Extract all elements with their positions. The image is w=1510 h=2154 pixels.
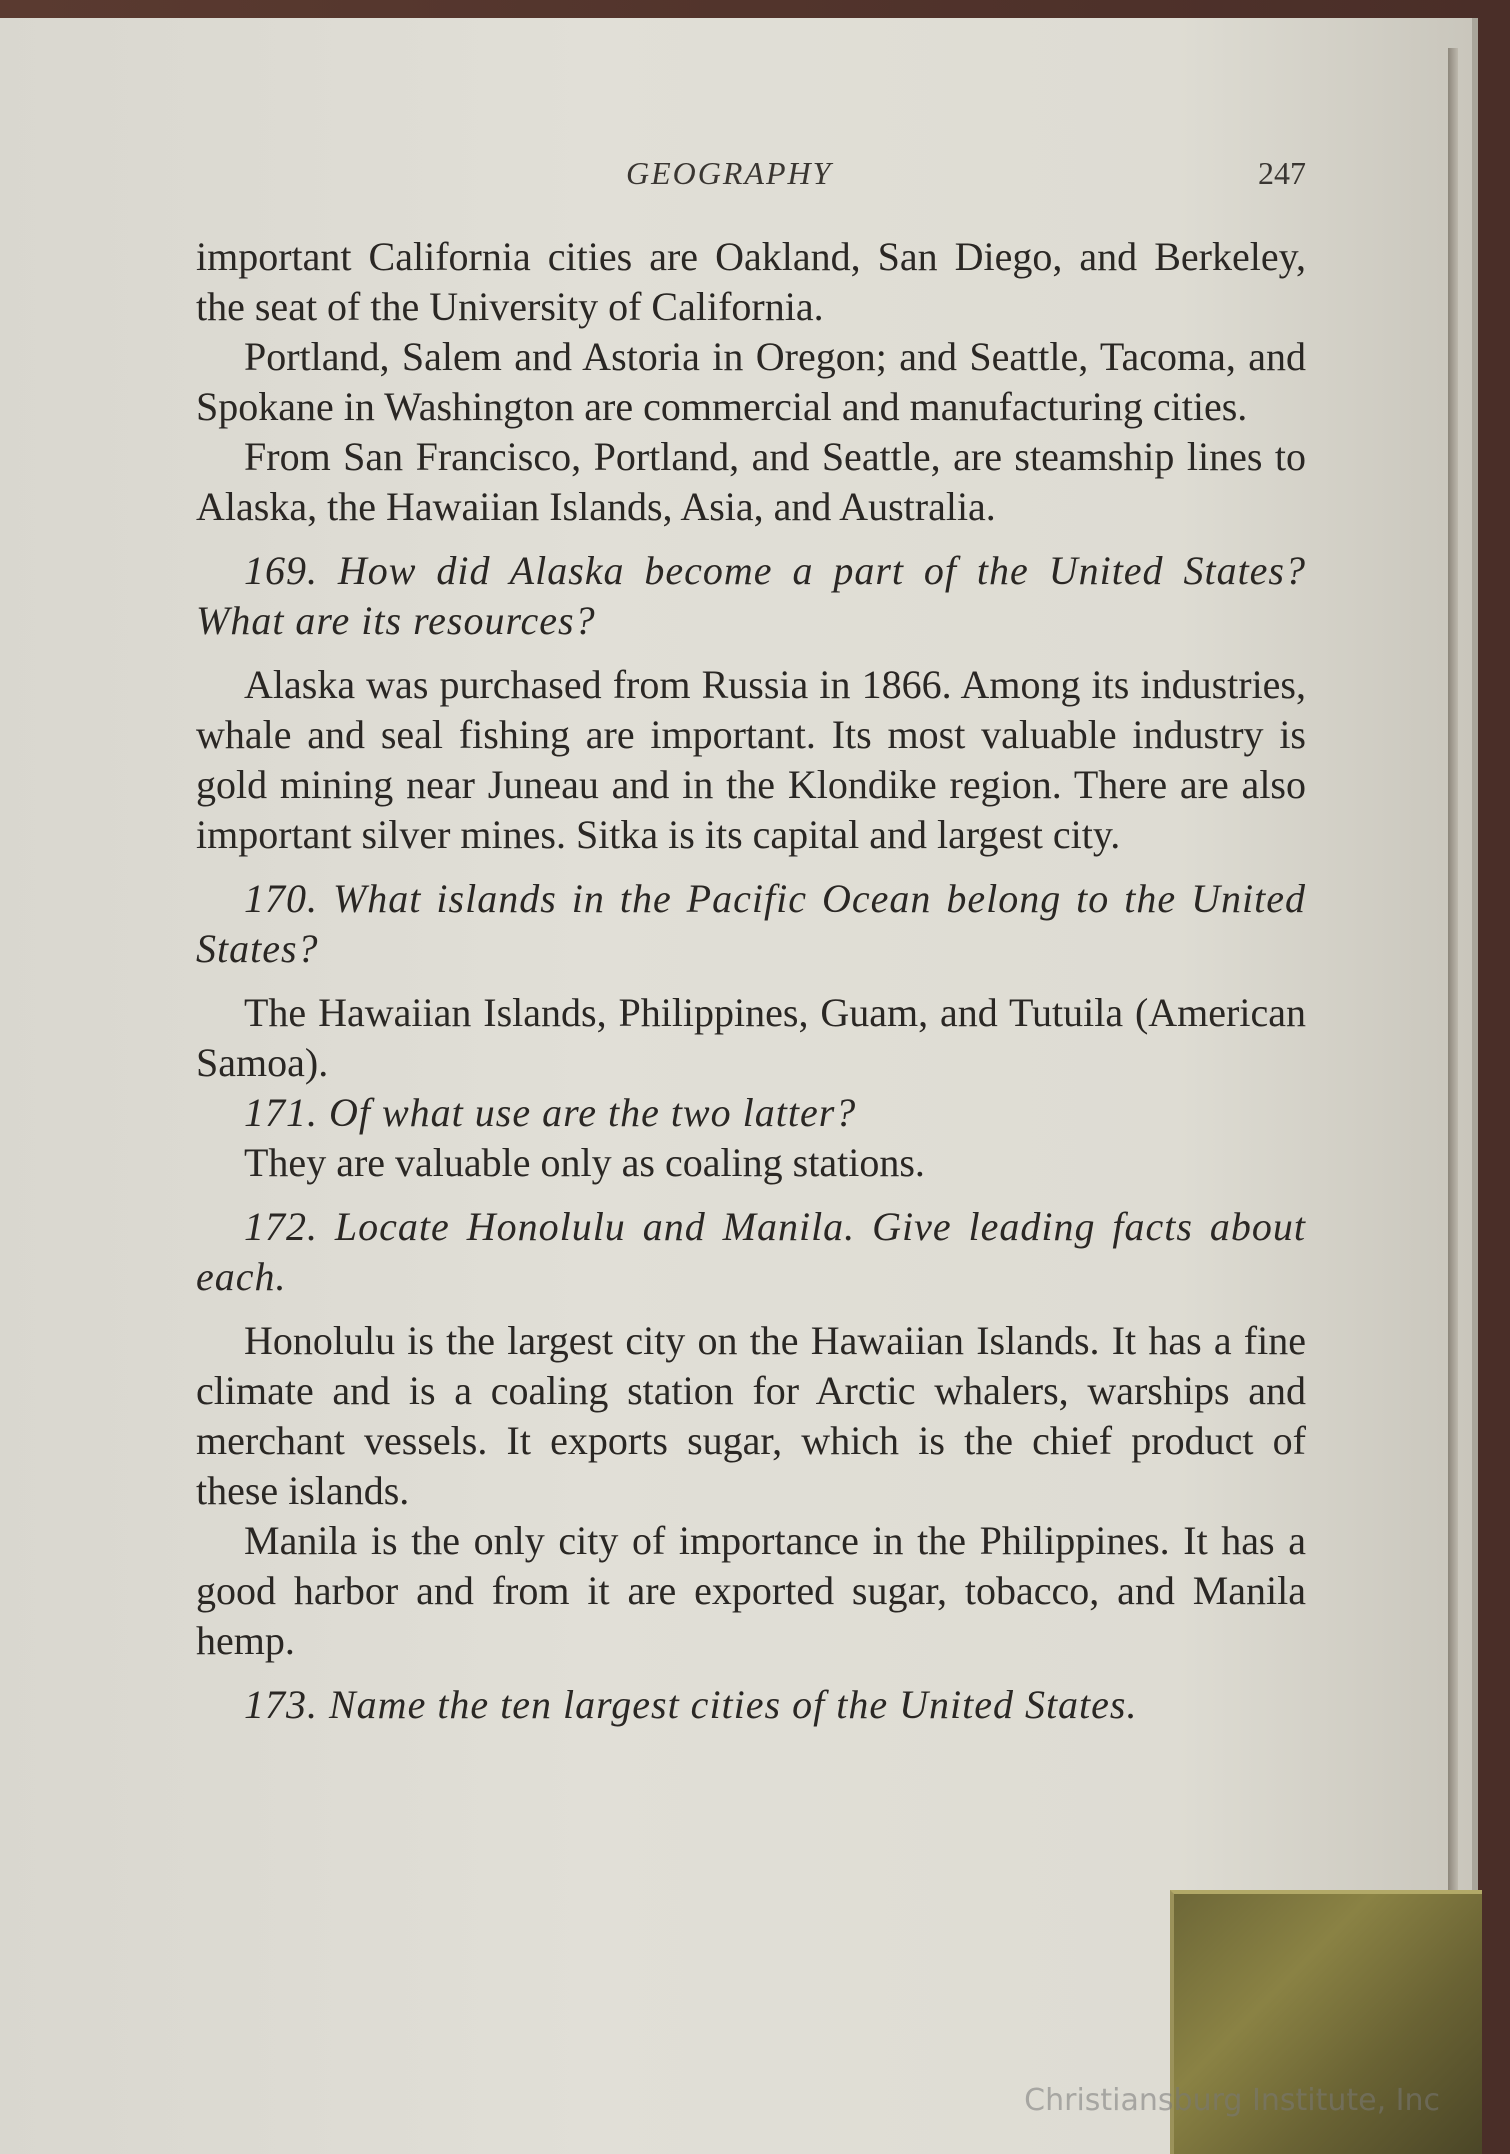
question-171: 171. Of what use are the two latter?: [244, 1090, 857, 1135]
watermark: Christiansburg Institute, Inc: [1024, 2083, 1440, 2118]
paragraph-california-cities: important California cities are Oakland, San Diego, and Berkeley, the seat of the University of California.: [196, 234, 1306, 329]
paragraph-alaska: Alaska was purchased from Russia in 1866. Among its industries, whale and seal fishing are important. Its most valuable industry is gold mining near Juneau and in the Klondike region. There are also important silver mines. Sitka is its capital and largest city.: [196, 662, 1306, 857]
question-172: 172. Locate Honolulu and Manila. Give leading facts about each.: [196, 1204, 1306, 1299]
question-169: 169. How did Alaska become a part of the United States? What are its resources?: [196, 548, 1306, 643]
page-number: 247: [1258, 155, 1306, 191]
paragraph-oregon-washington: Portland, Salem and Astoria in Oregon; and Seattle, Tacoma, and Spokane in Washington are commercial and manufacturing cities.: [196, 334, 1306, 429]
paragraph-steamship-lines: From San Francisco, Portland, and Seattle, are steamship lines to Alaska, the Hawaiian Islands, Asia, and Australia.: [196, 434, 1306, 529]
paragraph-honolulu: Honolulu is the largest city on the Hawaiian Islands. It has a fine climate and is a coaling station for Arctic whalers, warships and merchant vessels. It exports sugar, which is the chief product of these islands.: [196, 1318, 1306, 1513]
page-header: [196, 155, 1306, 205]
question-170: 170. What islands in the Pacific Ocean belong to the United States?: [196, 876, 1306, 971]
running-head: GEOGRAPHY: [626, 155, 833, 191]
paragraph-coaling-stations: They are valuable only as coaling stations.: [244, 1140, 925, 1185]
page-edge: [1448, 48, 1458, 2148]
paragraph-manila: Manila is the only city of importance in the Philippines. It has a good harbor and from it are exported sugar, tobacco, and Manila hemp.: [196, 1518, 1306, 1663]
page-text: [196, 232, 1306, 1730]
paragraph-pacific-islands: The Hawaiian Islands, Philippines, Guam, and Tutuila (American Samoa).: [196, 990, 1306, 1085]
question-173: 173. Name the ten largest cities of the United States.: [244, 1682, 1138, 1727]
